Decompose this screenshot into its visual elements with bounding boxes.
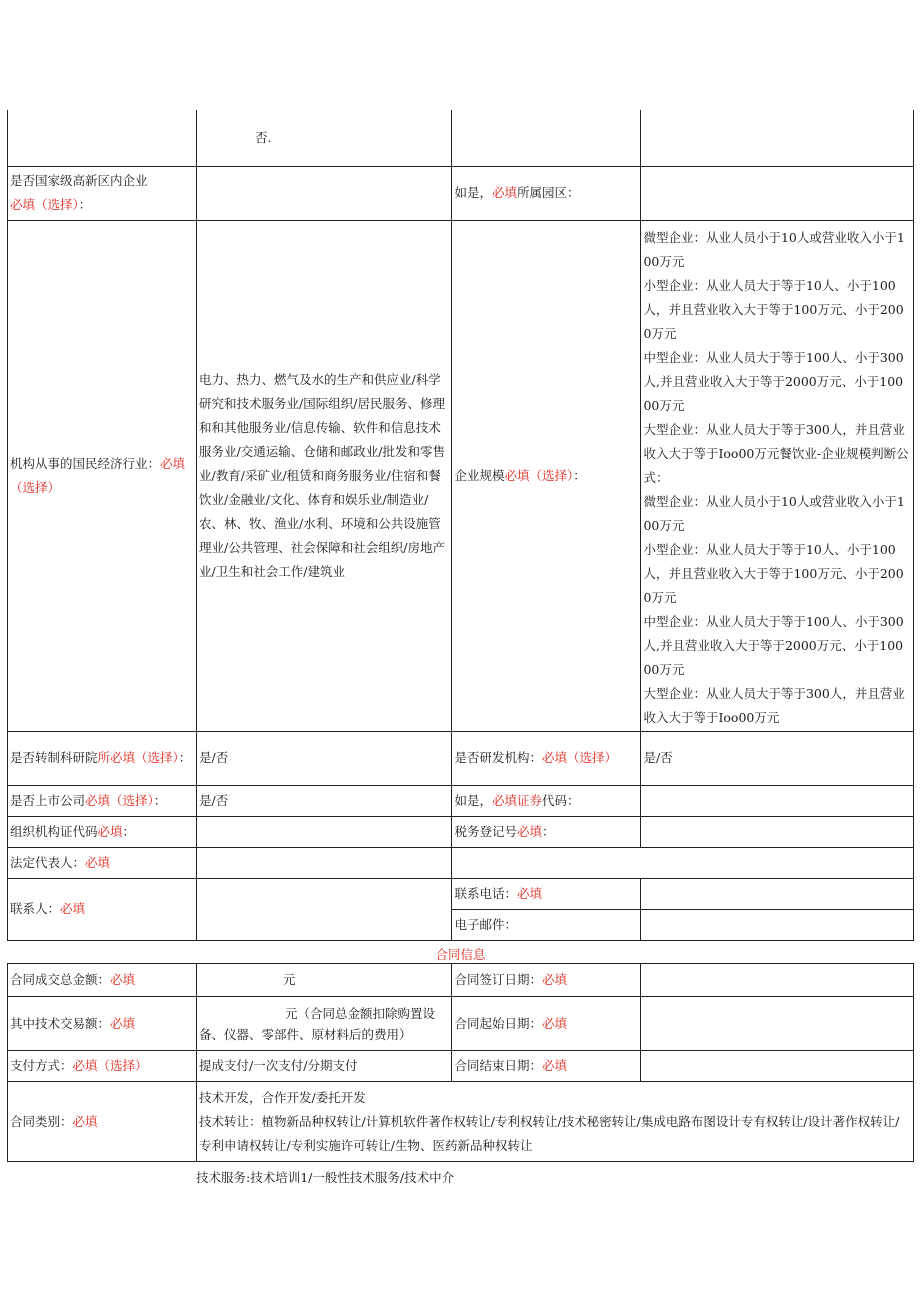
- tech-service-text: 技术服务:技术培训1/一般性技术服务/技术中介: [196, 1170, 455, 1185]
- colon: ：: [122, 823, 136, 839]
- tech-amount-note: 元（合同总金额扣除购置设备、仪器、零部件、原材料后的费用）: [199, 1005, 436, 1042]
- payment-label: 支付方式：: [10, 1058, 73, 1073]
- unit-text: 元: [283, 972, 296, 987]
- required-tag: 必填: [541, 1015, 567, 1031]
- required-tag: 必填: [85, 854, 111, 870]
- start-date-label: 合同起始日期：: [454, 1015, 542, 1031]
- scale-label-cell: [452, 220, 641, 731]
- required-tag: 必填: [516, 823, 542, 839]
- payment-input[interactable]: [197, 1051, 452, 1082]
- category-option-line: 技术转让：植物新品种权转让/计算机软件著作权转让/专利权转让/技术秘密转让/集成电路布图设计专有权转让/设计著作权转让/专利申请权转让/专利实施许可转让/生物、医药新品种权转让: [199, 1113, 900, 1153]
- legal-rep-label: 法定代表人：: [10, 854, 86, 870]
- contract-info-table: [7, 963, 914, 1162]
- listed-input[interactable]: [197, 785, 452, 816]
- listed-label-cell: [8, 785, 197, 816]
- colon: ：: [573, 467, 586, 483]
- yes-no-text: 是/否: [199, 750, 229, 765]
- org-code-label: 组织机构证代码: [10, 823, 98, 839]
- contact-label: 联系人：: [10, 901, 61, 916]
- total-amount-label-cell: [8, 964, 197, 997]
- section-title-contract: 合同信息: [435, 947, 486, 962]
- hi-tech-label-cell: [8, 166, 197, 220]
- rd-label: 是否研发机构：: [454, 750, 542, 765]
- industry-options-text: 电力、热力、燃气及水的生产和供应业/科学研究和技术服务业/国际组织/居民服务、修理和和其他服务业/信息传输、软件和信息技术服务业/交通运输、仓储和邮政业/批发和零售业/教育/采矿业/租赁和商务服务业/住宿和餐饮业/金融业/文化、体育和娱乐业/制造业/农、林、牧、渔业/水利、环境和公共设施管理业/公共管理、社会保障和社会组织/房地产业/卫生和社会工作/建筑业: [199, 371, 445, 579]
- scale-option: 小型企业：从业人员大于等于10人、小于100人，并且营业收入大于等于100万元、小于2000万元: [643, 541, 904, 605]
- contact-label-cell: [8, 878, 197, 940]
- legal-rep-input[interactable]: [197, 847, 452, 878]
- org-code-input[interactable]: [197, 816, 452, 847]
- sign-date-label: 合同签订日期：: [454, 972, 542, 987]
- required-tag: 必填: [60, 901, 86, 916]
- scale-option: 小型企业：从业人员大于等于10人、小于100人，并且营业收入大于等于100万元、小于2000万元: [643, 277, 904, 341]
- yes-no-text: 是/否: [643, 750, 673, 765]
- contact-input[interactable]: [197, 878, 452, 940]
- industry-label: 机构从事的国民经济行业：: [10, 455, 161, 471]
- end-date-label-cell: [452, 1051, 641, 1082]
- colon: ：: [78, 197, 92, 212]
- hi-tech-input[interactable]: [197, 166, 452, 220]
- tech-amount-label: 其中技术交易额：: [10, 1015, 111, 1031]
- restructured-label: 是否转制科研院: [10, 750, 98, 765]
- scale-option: 大型企业：从业人员大于等于300人，并且营业收入大于等于Ioo00万元: [643, 685, 905, 725]
- required-tag: 所必填（选择）: [97, 750, 179, 765]
- start-date-label-cell: [452, 997, 641, 1051]
- payment-options: 提成支付/一次支付/分期支付: [199, 1058, 358, 1073]
- park-label: 所属园区：: [516, 185, 580, 200]
- required-tag: 必填（选择）: [10, 455, 186, 495]
- rd-label-cell: [452, 731, 641, 785]
- park-input[interactable]: [641, 166, 914, 220]
- scale-option: 微型企业：从业人员小于10人或营业收入小于100万元: [643, 493, 905, 533]
- category-label-cell: [8, 1082, 197, 1162]
- hi-tech-label: 是否国家级高新区内企业: [10, 173, 148, 188]
- restructured-input[interactable]: [197, 731, 452, 785]
- legal-rep-blank[interactable]: [452, 847, 914, 878]
- email-input[interactable]: [641, 909, 914, 940]
- total-amount-input[interactable]: [197, 964, 452, 997]
- cell-blank: [452, 110, 641, 166]
- tech-amount-label-cell: [8, 997, 197, 1051]
- tax-label: 税务登记号: [454, 823, 517, 839]
- category-label: 合同类别：: [10, 1113, 73, 1129]
- industry-options[interactable]: [197, 220, 452, 731]
- category-option-line: 技术开发，合作开发/委托开发: [199, 1089, 366, 1105]
- scale-label: 企业规模: [454, 467, 505, 483]
- required-tag: 必填（选择）: [504, 467, 574, 483]
- cell-blank: [8, 110, 197, 166]
- required-tag: 必填: [110, 1015, 136, 1031]
- payment-label-cell: [8, 1051, 197, 1082]
- enterprise-info-table: [7, 110, 914, 941]
- end-date-input[interactable]: [641, 1051, 914, 1082]
- required-tag: 必填: [516, 885, 542, 901]
- sign-date-label-cell: [452, 964, 641, 997]
- required-tag: 必填（选择）: [85, 792, 154, 808]
- scale-option: 中型企业：从业人员大于等于100人、小于300人,并且营业收入大于等于2000万元、小于10000万元: [643, 349, 904, 413]
- colon: ：: [541, 823, 555, 839]
- phone-label: 联系电话：: [454, 885, 517, 901]
- park-label-prefix: 如是，: [454, 185, 492, 200]
- restructured-label-cell: [8, 731, 197, 785]
- scale-option: 微型企业：从业人员小于10人或营业收入小于100万元: [643, 229, 905, 269]
- park-label-cell: [452, 166, 641, 220]
- org-code-label-cell: [8, 816, 197, 847]
- required-tag: 必填: [110, 972, 136, 987]
- start-date-input[interactable]: [641, 997, 914, 1051]
- rd-input[interactable]: [641, 731, 914, 785]
- required-tag: 必填（选择）: [10, 197, 79, 212]
- stock-code-input[interactable]: [641, 785, 914, 816]
- required-tag: 必填（选择）: [541, 750, 617, 765]
- colon: ：: [153, 792, 167, 808]
- cell-value[interactable]: [197, 110, 452, 166]
- phone-input[interactable]: [641, 878, 914, 909]
- value-text: 否.: [255, 129, 272, 145]
- required-tag: 必填: [541, 1058, 567, 1073]
- stock-code-prefix: 如是，: [454, 792, 492, 808]
- stock-code-label-cell: [452, 785, 641, 816]
- tax-input[interactable]: [641, 816, 914, 847]
- legal-rep-label-cell: [8, 847, 197, 878]
- required-tag: 必填: [97, 823, 123, 839]
- required-tag: 必填: [491, 185, 517, 200]
- category-options[interactable]: [197, 1082, 914, 1162]
- total-amount-label: 合同成交总金额：: [10, 972, 111, 987]
- stock-code-label: 代码：: [541, 792, 580, 808]
- required-tag: 必填: [72, 1113, 98, 1129]
- scale-option: 大型企业：从业人员大于等于300人，并且营业收入大于等于Ioo00万元餐饮业-企业规模判断公式：: [643, 421, 909, 485]
- email-label: 电子邮件：: [454, 916, 517, 932]
- required-tag: 必填证券: [491, 792, 542, 808]
- sign-date-input[interactable]: [641, 964, 914, 997]
- colon: ：: [178, 750, 192, 765]
- email-label-cell: [452, 909, 641, 940]
- tech-amount-input[interactable]: [197, 997, 452, 1051]
- required-tag: 必填（选择）: [72, 1058, 148, 1073]
- tax-label-cell: [452, 816, 641, 847]
- yes-no-text: 是/否: [199, 792, 229, 808]
- end-date-label: 合同结束日期：: [454, 1058, 542, 1073]
- listed-label: 是否上市公司: [10, 792, 86, 808]
- scale-options[interactable]: [641, 220, 914, 731]
- industry-label-cell: [8, 220, 197, 731]
- scale-option: 中型企业：从业人员大于等于100人、小于300人,并且营业收入大于等于2000万元、小于10000万元: [643, 613, 904, 677]
- phone-label-cell: [452, 878, 641, 909]
- required-tag: 必填: [541, 972, 567, 987]
- cell-blank[interactable]: [641, 110, 914, 166]
